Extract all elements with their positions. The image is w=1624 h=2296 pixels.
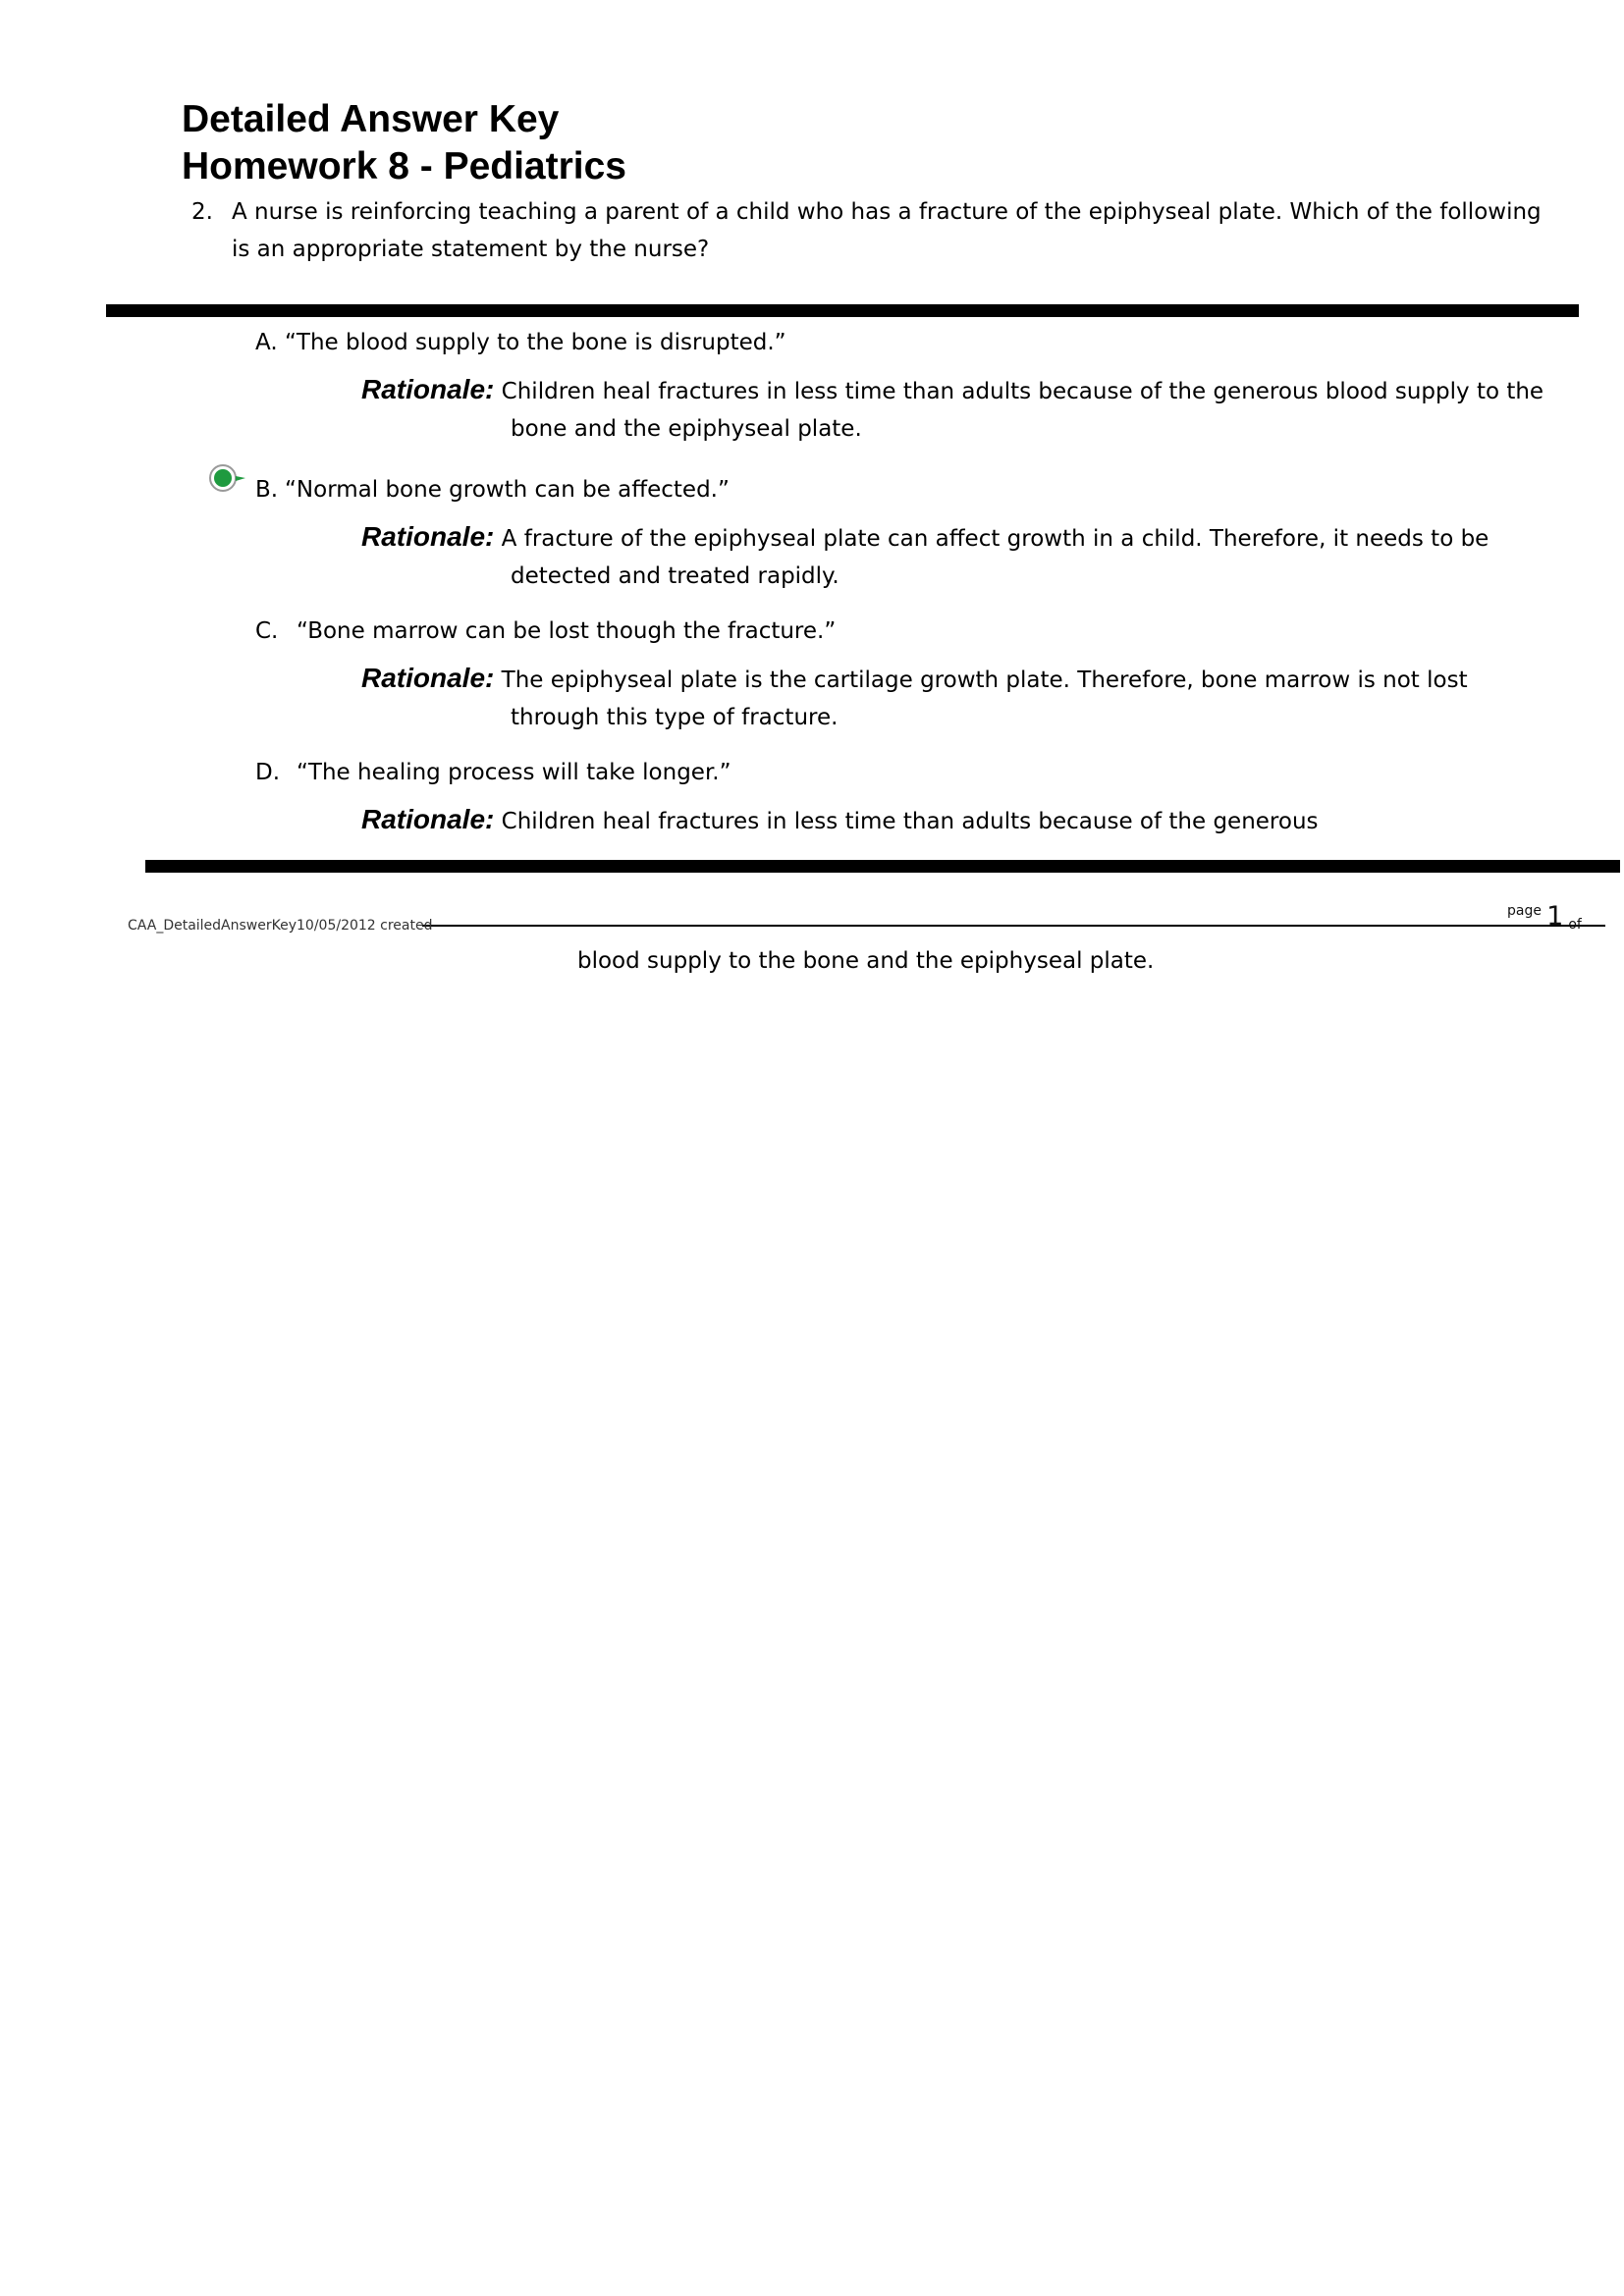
rationale-text-cont: bone and the epiphyseal plate. — [511, 416, 862, 442]
option-text: “The blood supply to the bone is disrupted.” — [285, 330, 786, 355]
option-letter: D. — [255, 760, 281, 785]
option-c[interactable] — [255, 613, 836, 650]
bottom-divider — [145, 860, 1620, 873]
top-divider — [106, 304, 1579, 317]
of-word: of — [1568, 917, 1582, 933]
rationale-c — [361, 660, 1540, 736]
option-a[interactable] — [255, 324, 786, 361]
option-letter: C. — [255, 618, 279, 644]
option-b[interactable] — [255, 471, 730, 508]
option-letter: B. — [255, 477, 279, 503]
page-indicator — [1507, 901, 1582, 933]
question — [191, 193, 1546, 268]
rationale-label: Rationale: — [361, 521, 495, 552]
rationale-d — [361, 801, 1540, 840]
option-letter: A. — [255, 330, 278, 355]
document-title: Detailed Answer Key — [182, 98, 560, 140]
rationale-b — [361, 518, 1540, 595]
option-text: “The healing process will take longer.” — [297, 760, 731, 785]
footer-created-note: CAA_DetailedAnswerKey10/05/2012 created — [128, 918, 433, 934]
rationale-label: Rationale: — [361, 804, 495, 834]
page-word: page — [1507, 903, 1542, 919]
rationale-a — [361, 371, 1544, 448]
rationale-text: A fracture of the epiphyseal plate can affect growth in a child. Therefore, it needs to be — [501, 526, 1489, 552]
rationale-text-cont: through this type of fracture. — [511, 705, 839, 730]
option-text: “Normal bone growth can be affected.” — [285, 477, 730, 503]
footer-rule — [422, 925, 1605, 927]
question-number: 2. — [191, 199, 213, 225]
option-text: “Bone marrow can be lost though the fracture.” — [297, 618, 837, 644]
page-number: 1 — [1546, 901, 1564, 932]
document-subtitle: Homework 8 - Pediatrics — [182, 145, 626, 187]
option-d[interactable] — [255, 754, 731, 791]
rationale-label: Rationale: — [361, 374, 495, 404]
selected-answer-marker-icon — [206, 463, 253, 493]
rationale-text: Children heal fractures in less time than adults because of the generous blood supply to the — [501, 379, 1544, 404]
rationale-d-continuation: blood supply to the bone and the epiphyseal plate. — [577, 948, 1155, 974]
question-text: A nurse is reinforcing teaching a parent of a child who has a fracture of the epiphyseal plate. Which of the following is an appropriate statement by the nurse? — [232, 199, 1542, 262]
rationale-text: Children heal fractures in less time than adults because of the generous — [501, 809, 1319, 834]
rationale-label: Rationale: — [361, 663, 495, 693]
rationale-text-cont: detected and treated rapidly. — [511, 563, 839, 589]
rationale-text: The epiphyseal plate is the cartilage growth plate. Therefore, bone marrow is not lost — [501, 667, 1468, 693]
